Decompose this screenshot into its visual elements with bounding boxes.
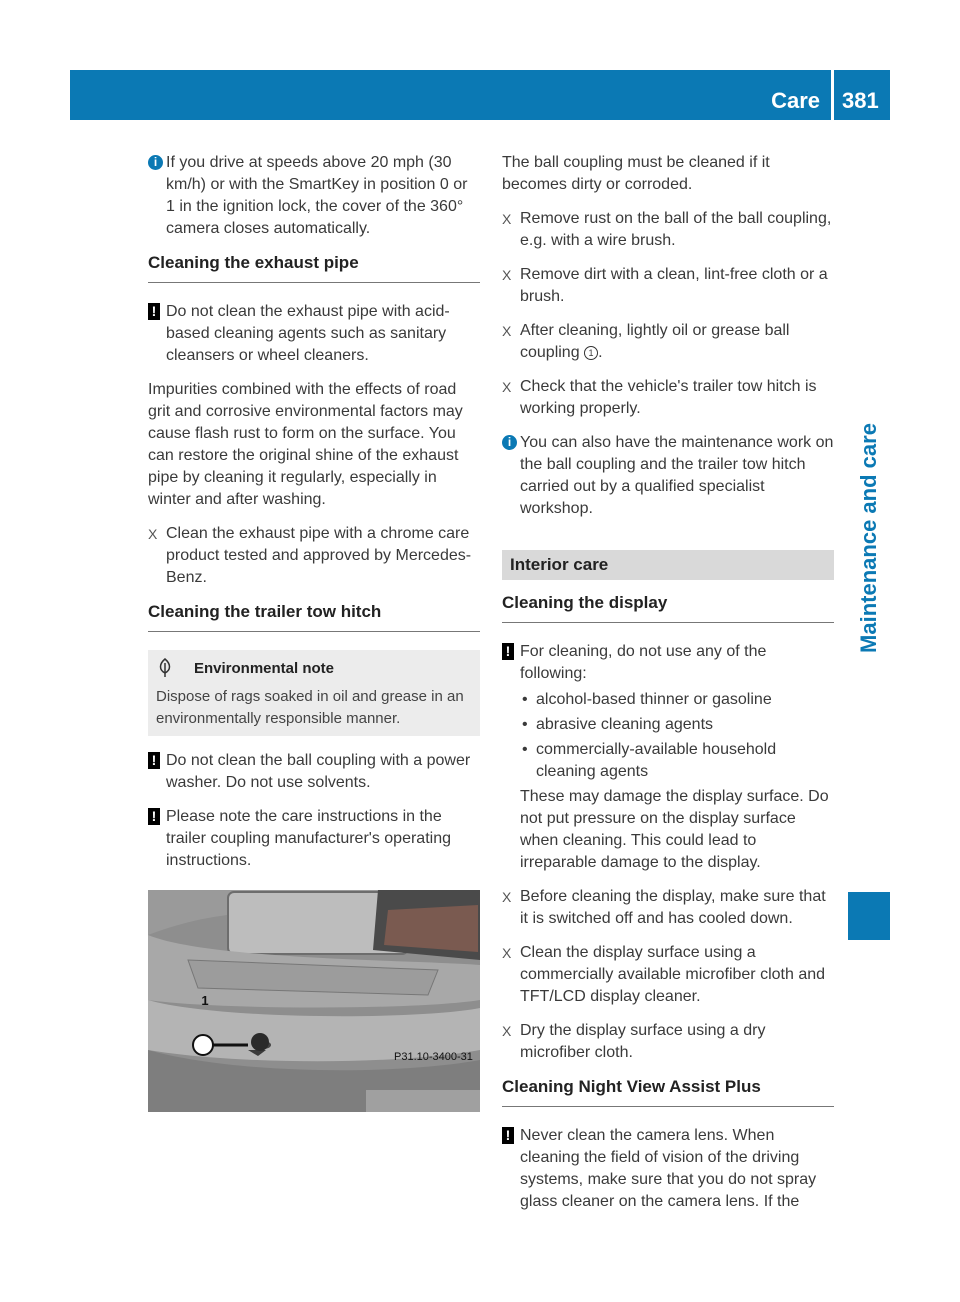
header-separator: [831, 70, 834, 120]
step-arrow-icon: X: [502, 267, 512, 283]
heading-trailer-hitch: Cleaning the trailer tow hitch: [148, 601, 480, 632]
step-text: Remove rust on the ball of the ball coupling, e.g. with a wire brush.: [520, 210, 832, 249]
warning-note: [148, 301, 480, 367]
paragraph: Impurities combined with the effects of road grit and corrosive environmental factors may cause flash rust to form on the surface. You can restore the original shine of the exhaust pipe by cleaning it regularly, especially in winter and after washing.: [148, 381, 463, 508]
warning-note: [148, 750, 480, 794]
warning-icon: !: [502, 643, 514, 660]
heading-night-view: Cleaning Night View Assist Plus: [502, 1076, 834, 1107]
list-item: • commercially-available household cleaning agents: [520, 739, 834, 783]
step-text: Remove dirt with a clean, lint-free cloth or a brush.: [520, 266, 828, 305]
image-code: P31.10-3400-31: [394, 1051, 473, 1063]
info-note: [502, 432, 834, 520]
left-column: [148, 152, 480, 1112]
instruction-step: [502, 208, 834, 252]
warning-text: Do not clean the exhaust pipe with acid-based cleaning agents such as sanitary cleansers or wheel cleaners.: [166, 303, 450, 364]
info-note-text: If you drive at speeds above 20 mph (30 km/h) or with the SmartKey in position 0 or 1 in the ignition lock, the cover of the 360° camera closes automatically.: [166, 154, 468, 237]
info-icon: i: [502, 435, 517, 450]
leaf-icon: [156, 658, 174, 678]
warning-icon: !: [148, 752, 160, 769]
info-icon: i: [148, 155, 163, 170]
warning-text: For cleaning, do not use any of the following:: [520, 643, 767, 682]
warning-note: [502, 641, 834, 874]
step-arrow-icon: X: [502, 379, 512, 395]
warning-text: Never clean the camera lens. When cleaning the field of vision of the driving systems, make sure that you do not spray glass cleaner on the camera lens. If the: [520, 1127, 817, 1210]
warning-note: [502, 1125, 834, 1213]
heading-exhaust: Cleaning the exhaust pipe: [148, 252, 480, 283]
info-note-text: You can also have the maintenance work on the ball coupling and the trailer tow hitch carried out by a qualified specialist workshop.: [520, 434, 834, 517]
section-title: Care: [771, 88, 820, 113]
warning-text: Do not clean the ball coupling with a power washer. Do not use solvents.: [166, 752, 471, 791]
warning-text: These may damage the display surface. Do not put pressure on the display surface when cleaning. This could lead to irreparable damage to the display.: [520, 788, 829, 871]
environmental-note: [148, 650, 480, 736]
callout-ref: 1: [584, 346, 598, 360]
instruction-step: [502, 942, 834, 1008]
step-text: Clean the display surface using a commercially available microfiber cloth and TFT/LCD display cleaner.: [520, 944, 826, 1005]
list-item: • alcohol-based thinner or gasoline: [520, 689, 834, 711]
heading-display: Cleaning the display: [502, 592, 834, 623]
step-text: Check that the vehicle's trailer tow hitch is working properly.: [520, 378, 817, 417]
paragraph: The ball coupling must be cleaned if it becomes dirty or corroded.: [502, 154, 770, 193]
instruction-step: [502, 320, 834, 364]
bullet-list: [520, 689, 834, 783]
section-banner: Interior care: [502, 550, 834, 580]
instruction-step: [502, 376, 834, 420]
info-note: [148, 152, 480, 240]
right-column: [502, 152, 834, 1225]
step-arrow-icon: X: [502, 323, 512, 339]
step-arrow-icon: X: [148, 526, 158, 542]
list-item: • abrasive cleaning agents: [520, 714, 834, 736]
warning-icon: !: [148, 808, 160, 825]
step-arrow-icon: X: [502, 211, 512, 227]
environmental-note-text: Dispose of rags soaked in oil and grease in an environmentally responsible manner.: [156, 688, 464, 727]
warning-icon: !: [502, 1127, 514, 1144]
page-number: 381: [842, 88, 879, 113]
side-tab: [848, 378, 890, 698]
instruction-step: [502, 886, 834, 930]
instruction-step: [502, 264, 834, 308]
instruction-step: [148, 523, 480, 589]
warning-icon: !: [148, 303, 160, 320]
environmental-note-title: Environmental note: [194, 660, 335, 677]
step-text: After cleaning, lightly oil or grease ball coupling 1 .: [520, 322, 790, 361]
step-arrow-icon: X: [502, 889, 512, 905]
step-text: Dry the display surface using a dry microfiber cloth.: [520, 1022, 766, 1061]
step-text: Clean the exhaust pipe with a chrome care product tested and approved by Mercedes-Benz.: [166, 525, 472, 586]
callout-number: 1: [201, 993, 209, 1008]
side-tab-marker: [848, 892, 890, 940]
step-arrow-icon: X: [502, 945, 512, 961]
warning-note: [148, 806, 480, 872]
step-text: Before cleaning the display, make sure that it is switched off and has cooled down.: [520, 888, 826, 927]
instruction-step: [502, 1020, 834, 1064]
header-bar: [70, 70, 890, 120]
warning-text: Please note the care instructions in the trailer coupling manufacturer's operating instructions.: [166, 808, 451, 869]
step-arrow-icon: X: [502, 1023, 512, 1039]
side-tab-label: Maintenance and care: [856, 423, 881, 653]
